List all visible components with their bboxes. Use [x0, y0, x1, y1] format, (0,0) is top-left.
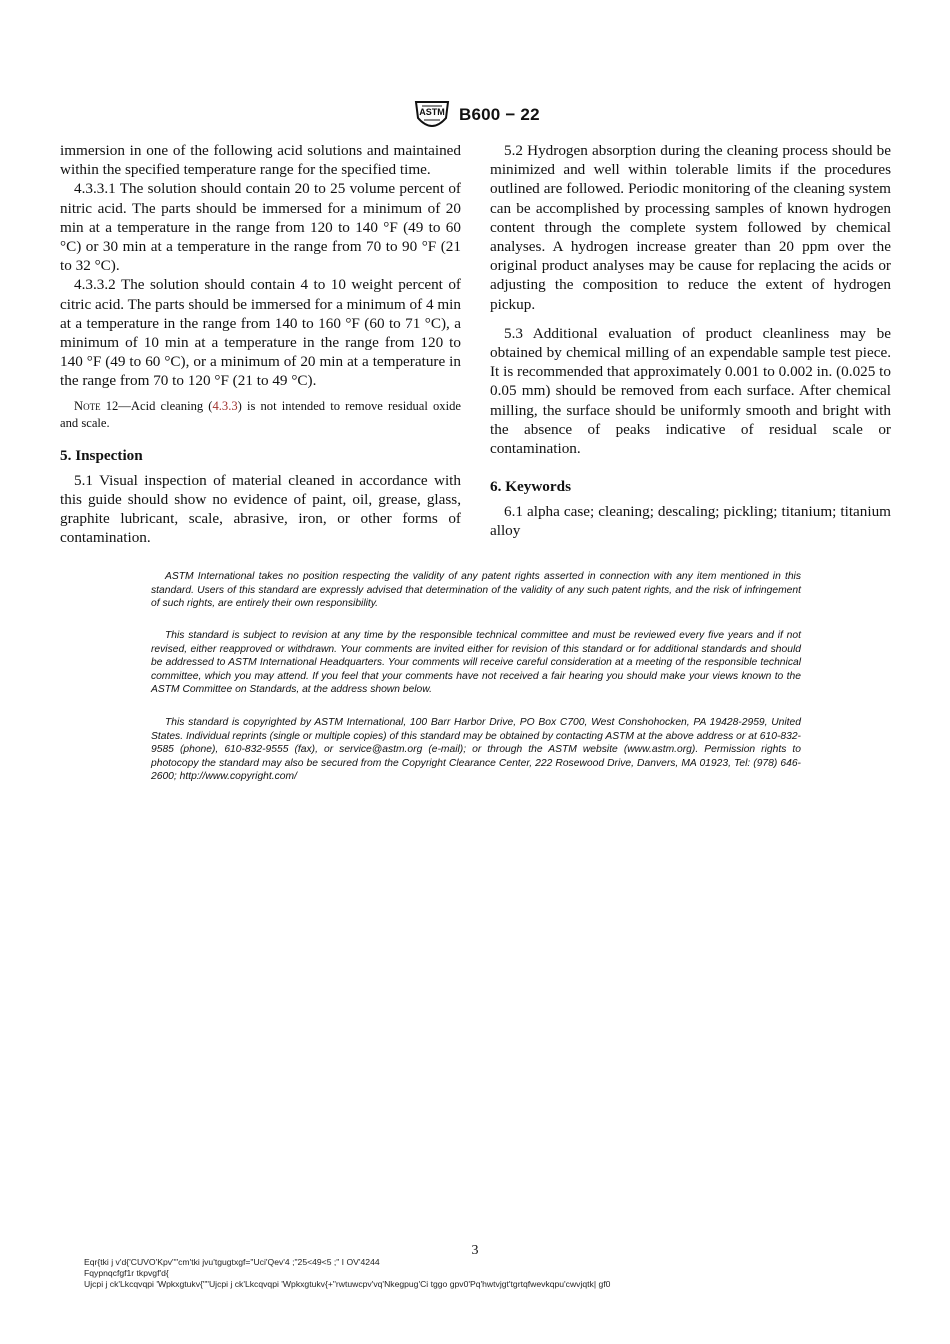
note-text-2: ) is not intended to remove residual oxide and scale. — [60, 398, 461, 430]
left-column — [60, 141, 461, 547]
patent-notice-text: ASTM International takes no position respecting the validity of any patent rights asserted in connection with any item mentioned in this standard. Users of this standard are expressly advised that determination of the validity of any such patent rights, and the risk of infringement of such rights, are entirely their own responsibility. — [151, 571, 801, 610]
note-reference-link[interactable]: 4.3.3 — [212, 398, 238, 413]
paragraph-5-2: 5.2 Hydrogen absorption during the cleaning process should be minimized and well within tolerable limits if the procedures outlined are followed. Periodic monitoring of the cleaning system can be accomplished by processing samples of known hydrogen content through the complete system followed by chemical analyses. A hydrogen increase greater than 20 ppm over the original product analyses may be cause for replacing the acids or adjusting the composition to reduce the extent of hydrogen pickup. — [490, 142, 891, 313]
copyright-notice-text: This standard is copyrighted by ASTM International, 100 Barr Harbor Drive, PO Box C700, West Conshohocken, PA 19428-2959, United States. Individual reprints (single or multiple copies) of this standard may be obtained by contacting ASTM at the above address or at 610-832-9585 (phone), 610-832-9555 (fax), or service@astm.org (e-mail); or through the ASTM website (www.astm.org). Permission rights to photocopy the standard may also be secured from the Copyright Clearance Center, 222 Rosewood Drive, Danvers, MA 01923, Tel: (978) 646-2600; http://www.copyright.com/ — [151, 717, 801, 783]
footer-line-3: Ujcpi j ck'Lkcqvqpi 'Wpkxgtukv{""Ujcpi j ck'Lkcqvqpi 'Wpkxgtukv{+"rwtuwcpv'vq'Nkegpug'Ci tggo gpv0'Pq'hwtvjgt'tgrtqfwevkqpu'cwvjqtk| gf0 — [84, 1279, 611, 1290]
paragraph-5-3: 5.3 Additional evaluation of product cleanliness may be obtained by chemical milling of an expendable sample test piece. It is recommended that approximately 0.001 to 0.002 in. (0.025 to 0.05 mm) should be removed from each surface. After chemical milling, the surface should be uniformly smooth and bright with the absence of peaks indicative of residual scale or contamination. — [490, 324, 891, 458]
document-id: B600 − 22 — [459, 105, 540, 124]
note-label: Note — [74, 398, 101, 413]
revision-notice-text: This standard is subject to revision at any time by the responsible technical committee and must be reviewed every five years and if not revised, either reapproved or withdrawn. Your comments are invited either for revision of this standard or for additional standards and should be addressed to ASTM International Headquarters. Your comments will receive careful consideration at a meeting of the responsible technical committee, which you may attend. If you feel that your comments have not received a fair hearing you should make your views known to the ASTM Committee on Standards, at the address shown below. — [151, 630, 801, 696]
spacer — [490, 314, 891, 324]
right-column — [490, 141, 891, 541]
page-header — [0, 100, 950, 134]
paragraph-continuation: immersion in one of the following acid solutions and maintained within the specified temperature range for the specified time. — [60, 142, 461, 179]
note-12 — [60, 398, 461, 432]
note-text-1: 12—Acid cleaning ( — [100, 398, 213, 413]
astm-logo — [410, 100, 454, 132]
paragraph-6-1: 6.1 alpha case; cleaning; descaling; pickling; titanium; titanium alloy — [490, 503, 891, 540]
section-5-heading: 5. Inspection — [60, 446, 143, 464]
license-footer — [84, 1257, 610, 1291]
paragraph-5-1: 5.1 Visual inspection of material cleaned in accordance with this guide should show no evidence of paint, oil, grease, glass, graphite lubricant, scale, abrasive, iron, or other forms of contamination. — [60, 471, 461, 547]
paragraph-4-3-3-1: 4.3.3.1 The solution should contain 20 to 25 volume percent of nitric acid. The parts should be immersed for a minimum of 20 min at a temperature in the range from 120 to 140 °F (49 to 60 °C) or 30 min at a temperature in the range from 70 to 90 °F (21 to 32 °C). — [60, 180, 461, 275]
copyright-notice — [151, 716, 801, 784]
footer-line-2: Fqypnqcfgf1r tkpvgf'd{ — [84, 1268, 169, 1279]
spacer — [490, 458, 891, 477]
paragraph-4-3-3-2: 4.3.3.2 The solution should contain 4 to 10 weight percent of citric acid. The parts should be immersed for a minimum of 4 min at a temperature in the range from 140 to 160 °F (60 to 71 °C), a minimum of 10 min at a temperature in the range from 120 to 140 °F (49 to 60 °C), or a minimum of 20 min at a temperature in the range from 70 to 120 °F (21 to 49 °C). — [60, 276, 461, 390]
page-number: 3 — [471, 1243, 479, 1258]
svg-text:ASTM: ASTM — [419, 107, 445, 117]
section-6-heading: 6. Keywords — [490, 478, 571, 496]
revision-notice — [151, 629, 801, 697]
patent-notice — [151, 570, 801, 611]
footer-line-1: Eqr{tki j v'd{'CUVO'Kpv""cm'tki jvu'tgugtxgf="Uci'Qev'4 ;"25<49<5 ;" I OV'4244 — [84, 1257, 380, 1267]
